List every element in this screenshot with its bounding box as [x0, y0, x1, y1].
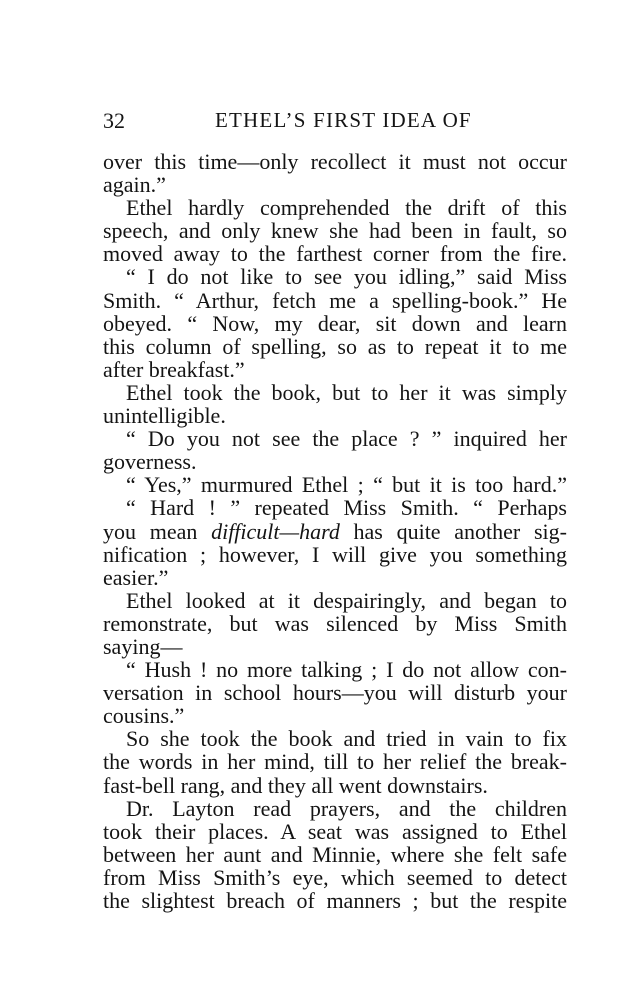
text-line: speech, and only knew she had been in fault, so — [103, 218, 567, 244]
page-number: 32 — [103, 108, 125, 133]
text-line: “ Hard ! ” repeated Miss Smith. “ Perhaps — [126, 495, 567, 521]
text-line — [103, 520, 567, 543]
page-header — [103, 108, 567, 136]
text-line: nification ; however, I will give you something — [103, 541, 567, 567]
text-line: “ Do you not see the place ? ” inquired her — [126, 426, 567, 452]
text-line: So she took the book and tried in vain to fix — [126, 726, 567, 752]
text-line: obeyed. “ Now, my dear, sit down and learn — [103, 310, 567, 336]
text-line: remonstrate, but was silenced by Miss Smith — [103, 610, 567, 636]
running-head: ETHEL’S FIRST IDEA OF — [215, 108, 472, 132]
text-line: over this time—only recollect it must not occur — [103, 149, 567, 174]
text-line: after breakfast.” — [103, 356, 245, 382]
text-line: “ Yes,” murmured Ethel ; “ but it is too hard.” — [126, 472, 567, 498]
text-line: “ Hush ! no more talking ; I do not allow con- — [126, 657, 567, 683]
text-run: you mean — [103, 518, 212, 544]
text-line: between her aunt and Minnie, where she felt safe — [103, 841, 567, 867]
text-line: fast-bell rang, and they all went downstairs. — [103, 772, 488, 798]
text-line: governess. — [103, 449, 197, 475]
text-line: took their places. A seat was assigned to Ethel — [103, 818, 567, 844]
text-line: Dr. Layton read prayers, and the children — [126, 795, 567, 821]
text-line: Ethel hardly comprehended the drift of this — [126, 195, 567, 221]
text-line: Ethel took the book, but to her it was simply — [126, 379, 567, 405]
text-line: Ethel looked at it despairingly, and began to — [126, 587, 567, 613]
text-line: moved away to the farthest corner from the fire. — [103, 241, 567, 267]
text-line: the slightest breach of manners ; but the respite — [103, 888, 567, 913]
text-line: from Miss Smith’s eye, which seemed to detect — [103, 864, 567, 890]
body-text — [103, 150, 567, 912]
text-line: “ I do not like to see you idling,” said Miss — [126, 264, 567, 290]
text-line: Smith. “ Arthur, fetch me a spelling-book.” He — [103, 287, 567, 313]
italic-text: difficult—hard — [211, 518, 340, 544]
text-run: has quite another sig- — [339, 518, 567, 544]
text-line: again.” — [103, 172, 166, 198]
text-line: saying— — [103, 633, 183, 659]
text-line: unintelligible. — [103, 403, 226, 429]
text-line: cousins.” — [103, 703, 185, 729]
text-line: easier.” — [103, 564, 169, 590]
text-line: versation in school hours—you will disturb your — [103, 680, 567, 706]
text-line: the words in her mind, till to her relief the break- — [103, 749, 567, 775]
text-line: this column of spelling, so as to repeat it to me — [103, 333, 567, 359]
